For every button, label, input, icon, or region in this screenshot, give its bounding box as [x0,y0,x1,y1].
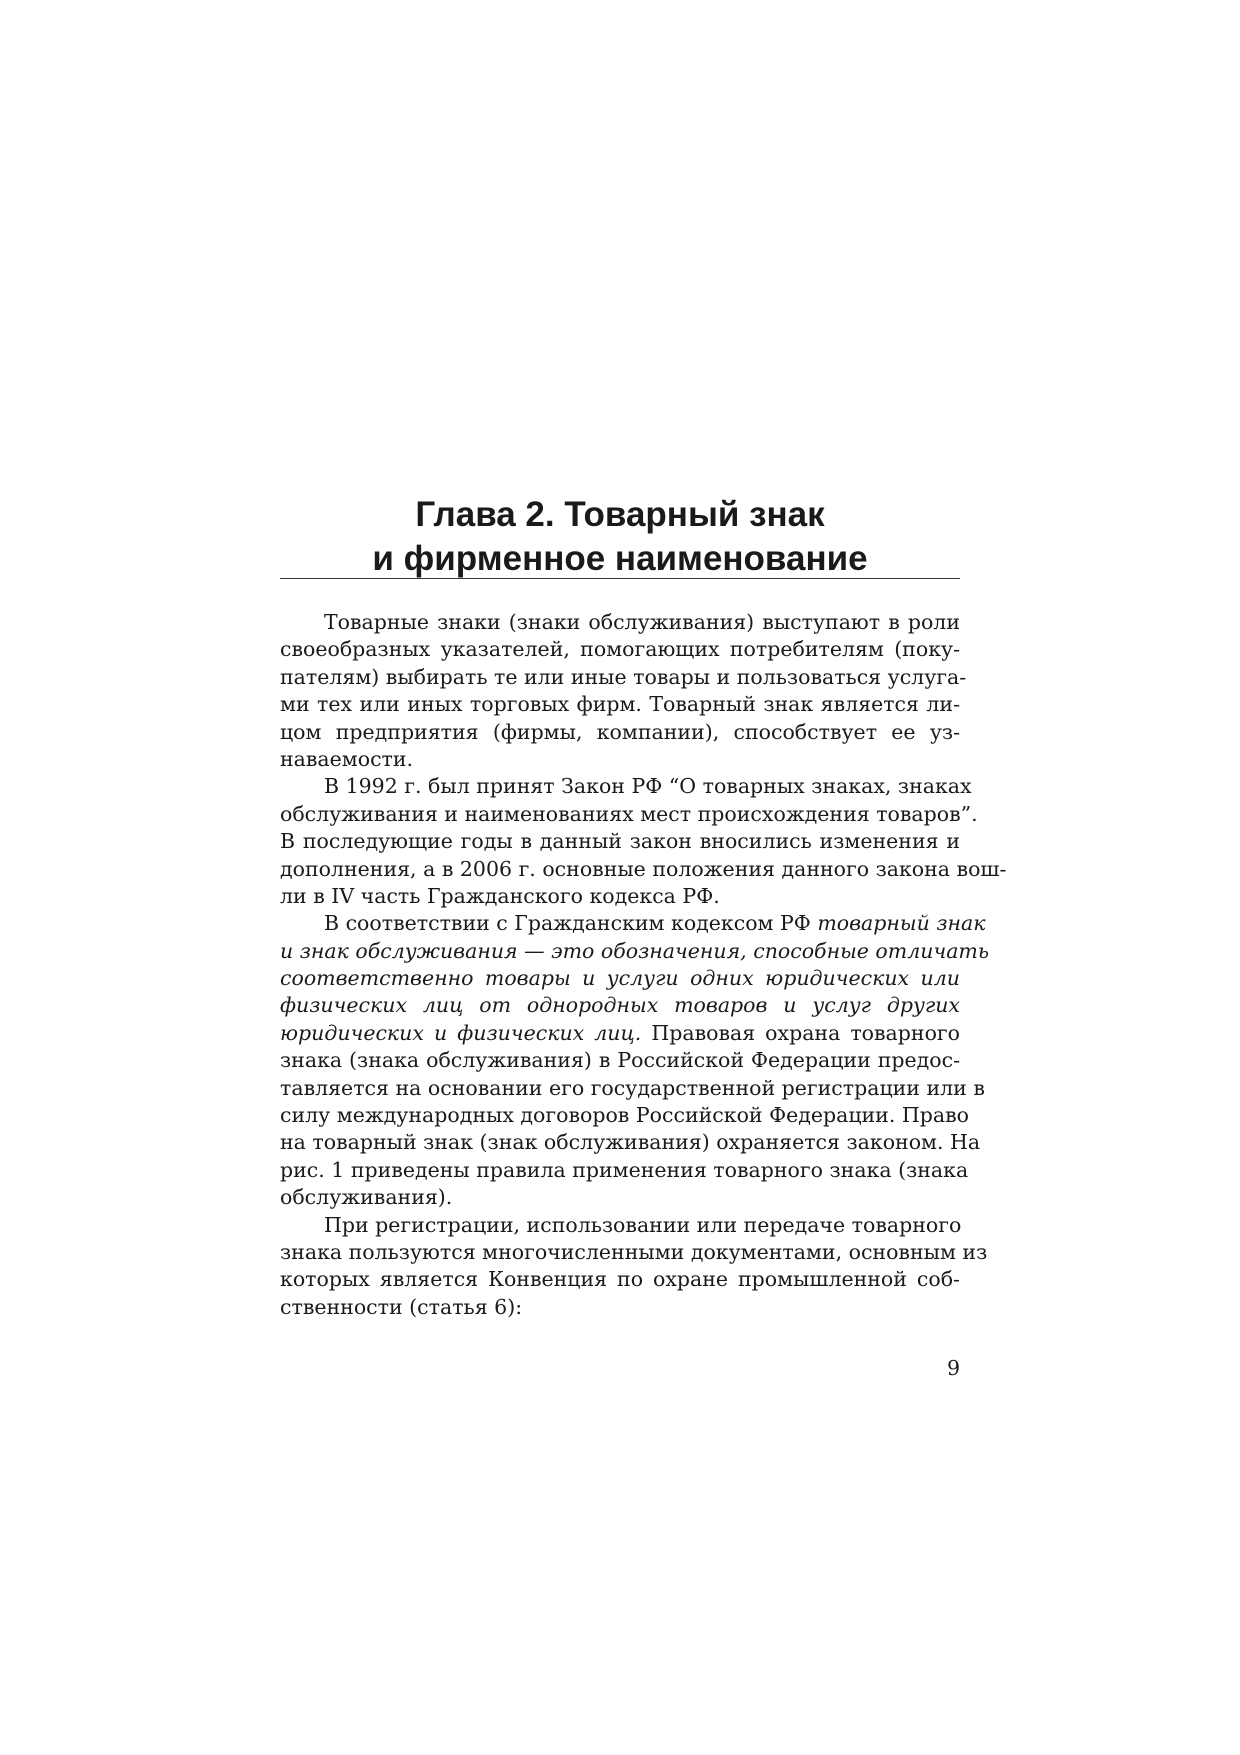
text-line: тавляется на основании его государственной регистрации или в [280,1075,985,1100]
text-line: силу международных договоров Российской Федерации. Право [280,1103,969,1128]
definition-text: физических лиц от однородных товаров и услуг других [280,993,960,1018]
text-line: Товарные знаки (знаки обслуживания) выступают в роли [324,610,960,634]
text-line: обслуживания). [280,1185,453,1210]
chapter-heading-line-1: Глава 2. Товарный знак [415,495,825,534]
paragraph-3 [280,910,990,1211]
definition-text: и знак обслуживания — это обозначения, способные отличать [280,938,990,963]
text-line [280,992,960,1019]
definition-text: соответственно товары и услуги одних юридических или [280,966,960,991]
chapter-heading [280,493,960,581]
paragraph-2 [280,773,1007,910]
text-line: на товарный знак (знак обслуживания) охраняется законом. На [280,1130,981,1155]
text-line: знака пользуются многочисленными документами, основным из [280,1239,988,1264]
text-line: своеобразных указателей, помогающих потребителям (поку- [280,637,960,662]
text-line: которых является Конвенция по охране промышленной соб- [280,1267,960,1292]
text-line: При регистрации, использовании или передаче товарного [324,1212,962,1237]
text-line: ми тех или иных торговых фирм. Товарный знак является ли- [280,692,960,717]
text-line: рис. 1 приведены правила применения товарного знака (знака [280,1157,969,1182]
definition-text: юридических и физических лиц. [280,1020,642,1045]
text-line: В последующие годы в данный закон вносились изменения и [280,829,960,854]
text-run: В соответствии с Гражданским кодексом РФ [324,911,818,936]
text-line: ственности (статья 6): [280,1294,523,1319]
definition-term: товарный знак [817,911,986,936]
text-line [280,938,990,965]
text-line: ли в IV часть Гражданского кодекса РФ. [280,883,720,908]
chapter-heading-line-2: и фирменное наименование [372,539,868,578]
text-line [280,1020,960,1047]
text-line: знака (знака обслуживания) в Российской Федерации предос- [280,1048,960,1073]
paragraph-1 [280,609,967,773]
paragraph-4 [280,1212,988,1322]
text-line: дополнения, а в 2006 г. основные положения данного закона вош- [280,856,1007,881]
text-line: наваемости. [280,746,414,771]
heading-divider [280,578,960,579]
text-line [280,965,960,992]
text-run: Правовая охрана товарного [641,1020,960,1045]
body-text [280,609,1007,1321]
text-line: В 1992 г. был принят Закон РФ “О товарных знаках, знаках [324,774,972,799]
text-line [280,910,986,937]
text-line: обслуживания и наименованиях мест происхождения товаров”. [280,801,978,826]
page-number: 9 [946,1356,960,1380]
text-line: цом предприятия (фирмы, компании), способствует ее уз- [280,719,960,744]
text-line: пателям) выбирать те или иные товары и пользоваться услуга- [280,664,967,689]
